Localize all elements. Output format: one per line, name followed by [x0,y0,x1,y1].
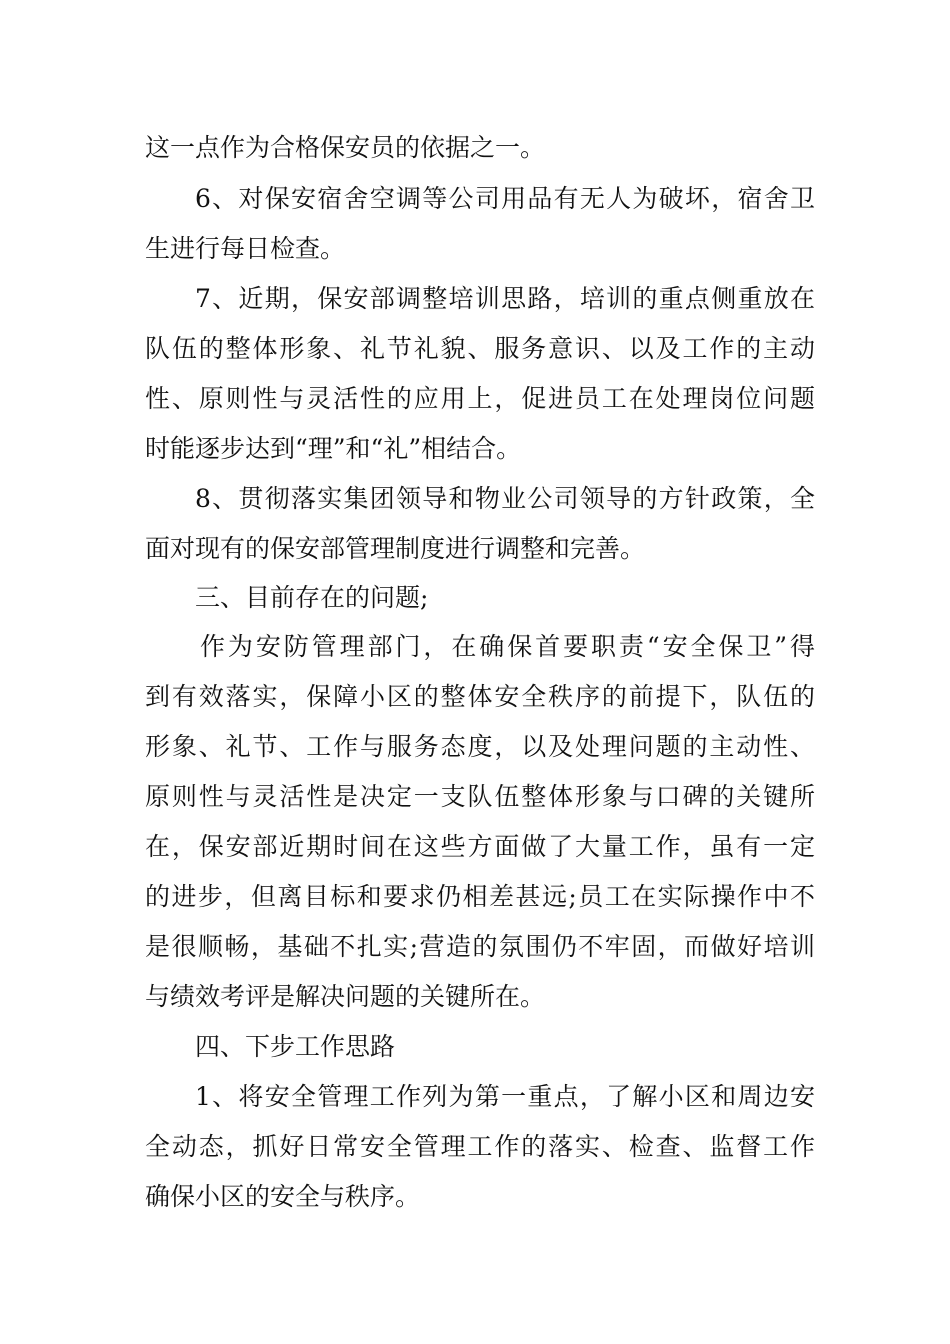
text-line: 面对现有的保安部管理制度进行调整和完善。 [145,534,646,563]
text-line: 1、将安全管理工作列为第一重点，了解小区和周边安 [195,1082,815,1111]
text-line: 在，保安部近期时间在这些方面做了大量工作，虽有一定 [145,832,815,861]
text-line: 这一点作为合格保安员的依据之一。 [145,133,546,162]
text-line: 性、原则性与灵活性的应用上，促进员工在处理岗位问题 [145,384,815,413]
text-line: 原则性与灵活性是决定一支队伍整体形象与口碑的关键所 [145,782,815,811]
text-line: 到有效落实，保障小区的整体安全秩序的前提下，队伍的 [145,682,815,711]
section-heading: 四、下步工作思路 [195,1032,396,1061]
text-line: 全动态，抓好日常安全管理工作的落实、检查、监督工作 [145,1132,815,1161]
text-line: 是很顺畅，基础不扎实;营造的氛围仍不牢固，而做好培训 [145,932,815,961]
text-line: 形象、礼节、工作与服务态度，以及处理问题的主动性、 [145,732,815,761]
text-line: 6、对保安宿舍空调等公司用品有无人为破坏，宿舍卫 [195,184,815,213]
text-line: 确保小区的安全与秩序。 [145,1182,421,1211]
text-line: 生进行每日检查。 [145,234,346,263]
text-line: 作为安防管理部门，在确保首要职责“安全保卫”得 [200,632,815,661]
text-line: 时能逐步达到“理”和“礼”相结合。 [145,434,522,463]
text-line: 队伍的整体形象、礼节礼貌、服务意识、以及工作的主动 [145,334,815,363]
text-line: 7、近期，保安部调整培训思路，培训的重点侧重放在 [195,284,815,313]
section-heading: 三、目前存在的问题; [195,583,429,612]
text-line: 的进步，但离目标和要求仍相差甚远;员工在实际操作中不 [145,882,815,911]
text-line: 与绩效考评是解决问题的关键所在。 [145,982,546,1011]
text-line: 8、贯彻落实集团领导和物业公司领导的方针政策，全 [195,484,815,513]
